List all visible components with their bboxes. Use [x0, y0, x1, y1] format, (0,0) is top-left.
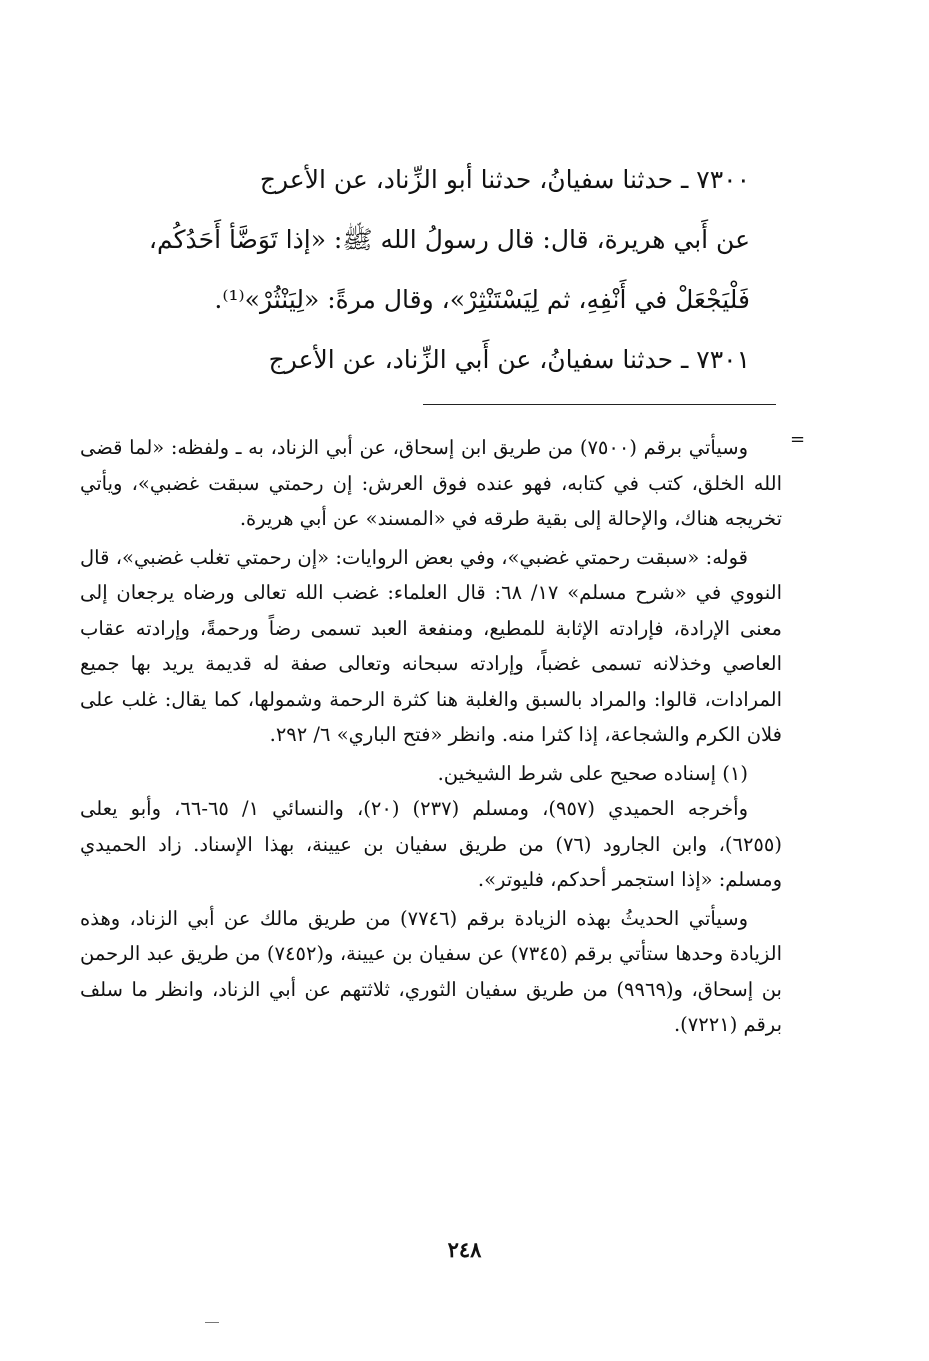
hadith-7300-line-2: عن أَبي هريرة، قال: قال رسولُ الله ﷺ: «إذا تَوَضَّأ أَحَدُكُم، — [148, 225, 750, 254]
hadith-7300-line-3: فَلْيَجْعَلْ في أَنْفِهِ، ثم لِيَسْتَنْثِرْ»، وقال مرةً: «لِيَنْثُرْ»⁽¹⁾. — [214, 285, 750, 314]
hadith-text-block — [150, 150, 750, 390]
hadith-7300-line-1: ٧٣٠٠ ـ حدثنا سفيانُ، حدثنا أبو الزِّناد، عن الأعرج — [259, 165, 750, 194]
footnotes-block — [80, 430, 782, 1046]
footnote-paragraph: وسيأتي الحديثُ بهذه الزيادة برقم (٧٧٤٦) من طريق مالك عن أبي الزناد، وهذه الزيادة وحدها ستأتي برقم (٧٣٤٥) عن سفيان بن عيينة، و(٧٤٥٢) من طريق عبد الرحمن بن إسحاق، و(٩٩٦٩) من طريق سفيان الثوري، ثلاثتهم عن أبي الزناد، وانظر ما سلف برقم (٧٢٢١). — [80, 906, 782, 1036]
page-number: ٢٤٨ — [447, 1237, 482, 1262]
footnote-1-heading: (١) إسناده صحيح على شرط الشيخين. — [437, 761, 748, 785]
scan-artifact-mark — [205, 1322, 219, 1323]
footnote-paragraph: وأخرجه الحميدي (٩٥٧)، ومسلم (٢٣٧) (٢٠)، والنسائي ١/ ٦٥-٦٦، وأبو يعلى (٦٢٥٥)، وابن الجارود (٧٦) من طريق سفيان بن عيينة، بهذا الإسناد. زاد الحميدي ومسلم: «إذا استجمر أحدكم، فليوتر». — [80, 797, 782, 891]
footnote-continuation-mark: = — [790, 429, 806, 450]
hadith-7301-line-1: ٧٣٠١ ـ حدثنا سفيانُ، عن أَبي الزِّناد، عن الأعرج — [268, 345, 750, 374]
footnote-separator-line — [423, 404, 776, 405]
footnote-paragraph: وسيأتي برقم (٧٥٠٠) من طريق ابن إسحاق، عن أبي الزناد، به ـ ولفظه: «لما قضى الله الخلق، كتب في كتابه، فهو عنده فوق العرش: إن رحمتي سبقت غضبي»، ويأتي تخريجه هناك، والإحالة إلى بقية طرقه في «المسند» عن أبي هريرة. — [80, 436, 782, 530]
footnote-paragraph: قوله: «سبقت رحمتي غضبي»، وفي بعض الروايات: «إن رحمتي تغلب غضبي»، قال النووي في «شرح مسلم» ١٧/ ٦٨: قال العلماء: غضب الله تعالى ورضاه يرجعان إلى معنى الإرادة، فإرادته الإثابة للمطيع، ومنفعة العبد تسمى رضاً ورحمةً، وإرادته عقاب العاصي وخذلانه تسمى غضباً، وإرادته سبحانه وتعالى صفة له قديمة يريد بها جميع المرادات، قالوا: والمراد بالسبق والغلبة هنا كثرة الرحمة وشمولها، كما يقال: غلب على فلان الكرم والشجاعة، إذا كثرا منه. وانظر «فتح الباري» ٦/ ٢٩٢. — [80, 545, 782, 746]
